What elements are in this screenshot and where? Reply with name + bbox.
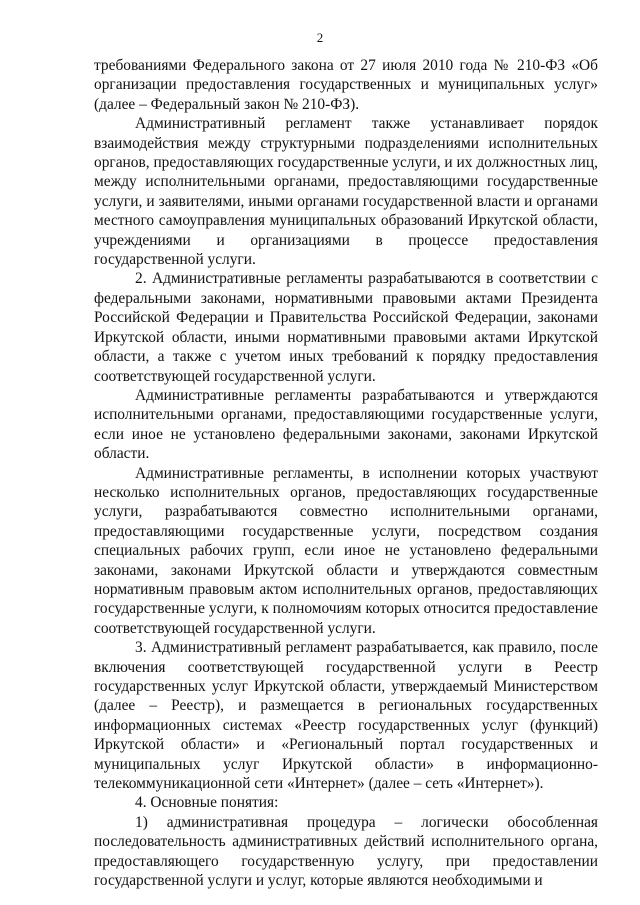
paragraph-item-4: 4. Основные понятия: [135, 794, 279, 812]
page-number: 2 [316, 30, 324, 45]
paragraph: Административные регламенты, в исполнении которых участвуют несколько исполнительных органов, предоставляющих государственные услуги, разрабатываются совместно исполнительными органами, предоставляющими государственные услуги, посредством создания специальных рабочих групп, если иное не установлено федеральными законами, законами Иркутской области и утверждаются совместным нормативным правовым актом исполнительных органов, предоставляющих государственные услуги, к полномочиям которых относится предоставление соответствующей государственной услуги. [94, 464, 598, 637]
paragraph: Административный регламент также устанавливает порядок взаимодействия между структурными подразделениями исполнительных органов, предоставляющих государственные услуги, и их должностных лиц, между исполнительными органами, предоставляющими государственные услуги, и заявителями, иными органами государственной власти и органами местного самоуправления муниципальных образований Иркутской области, учреждениями и организациями в процессе предоставления государственной услуги. [94, 115, 598, 269]
document-body [94, 56, 598, 890]
paragraph-item-2: 2. Административные регламенты разрабатываются в соответствии с федеральными законами, нормативными правовыми актами Президента Российской Федерации и Правительства Российской Федерации, законами Иркутской области, иными нормативными правовыми актами Иркутской области, а также с учетом иных требований к порядку предоставления соответствующей государственной услуги. [94, 270, 598, 385]
paragraph-continuation: требованиями Федерального закона от 27 июля 2010 года № 210-ФЗ «Об организации предоставления государственных и муниципальных услуг» (далее – Федеральный закон № 210-ФЗ). [94, 57, 598, 113]
paragraph: Административные регламенты разрабатываются и утверждаются исполнительными органами, предоставляющими государственные услуги, если иное не установлено федеральными законами, законами Иркутской области. [94, 386, 598, 463]
paragraph-item-3: 3. Административный регламент разрабатывается, как правило, после включения соответствующей государственной услуги в Реестр государственных услуг Иркутской области, утверждаемый Министерством (далее – Реестр), и размещается в региональных государственных информационных системах «Реестр государственных услуг (функций) Иркутской области» и «Региональный портал государственных и муниципальных услуг Иркутской области» в информационно-телекоммуникационной сети «Интернет» (далее – сеть «Интернет»). [94, 639, 598, 793]
paragraph-subitem-1: 1) административная процедура – логически обособленная последовательность административных действий исполнительного органа, предоставляющего государственную услугу, при предоставлении государственной услуги и услуг, которые являются необходимыми и [94, 813, 598, 890]
